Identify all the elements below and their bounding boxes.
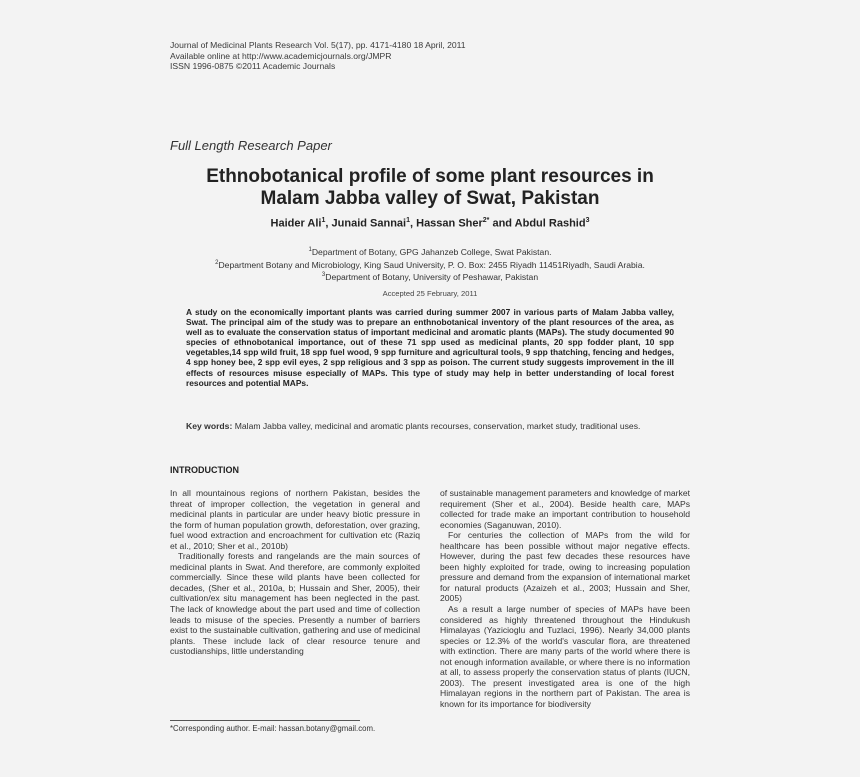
- body-column-right: [440, 488, 690, 709]
- paper-title-line-1: Ethnobotanical profile of some plant resources in: [206, 166, 654, 187]
- affiliation-text: Department of Botany, University of Peshawar, Pakistan: [325, 272, 539, 283]
- journal-citation: Journal of Medicinal Plants Research Vol. 5(17), pp. 4171-4180 18 April, 2011: [170, 40, 466, 50]
- body-paragraph: Traditionally forests and rangelands are the main sources of medicinal plants in Swat. And therefore, are commonly exploited commercially. Since these wild plants have been collected for decades, (Sher et al., 2010a, b; Hussain and Sher, 2005), their cultivation/ex situ management has been neglected in the past. The lack of knowledge about the part used and time of collection leads to misuse of the species. Presently a number of barriers exist to the sustainable cultivation, gathering and use of medicinal plants. These include lack of clear resource tenure and custodianships, little understanding: [170, 551, 420, 657]
- keywords-label: Key words:: [186, 421, 233, 431]
- journal-issn: ISSN 1996-0875 ©2011 Academic Journals: [170, 61, 336, 71]
- keywords-text: Malam Jabba valley, medicinal and aromatic plants recourses, conservation, market study, traditional uses.: [232, 421, 641, 431]
- paper-type: Full Length Research Paper: [170, 138, 332, 153]
- author-separator: ,: [410, 217, 417, 230]
- affiliation-mark: 1: [308, 247, 312, 253]
- paper-title: [150, 166, 710, 210]
- body-column-left: [170, 488, 420, 657]
- affiliation-mark: 2: [215, 259, 219, 266]
- author-affiliation-mark: 3: [585, 217, 590, 224]
- affiliation-list: [150, 245, 710, 283]
- introduction-heading: INTRODUCTION: [170, 465, 239, 475]
- affiliation: [150, 245, 710, 258]
- author-affiliation-mark: 2*: [482, 217, 490, 224]
- author-separator: ,: [325, 217, 332, 230]
- accepted-date: Accepted 25 February, 2011: [382, 289, 478, 298]
- author-name: Hassan Sher: [416, 217, 483, 230]
- footnote-divider: [170, 720, 360, 721]
- author-separator: and: [489, 217, 515, 230]
- abstract: A study on the economically important plants was carried during summer 2007 in various parts of Malam Jabba valley, Swat. The principal aim of the study was to prepare an enthnobotanical inventory of the plant resources of the area, as well as to evaluate the conservation status of important medicinal and aromatic plants (MAPs). The study documented 90 species of ethnobotanical importance, out of these 71 spp used as medicinal plants, 20 spp fodder plant, 10 spp vegetables,14 spp wild fruit, 18 spp fuel wood, 9 spp furniture and agricultural tools, 9 spp thatching, fencing and hedges, 4 spp honey bee, 2 spp evil eyes, 2 spp religious and 3 spp as poison. The current study suggests improvement in the ill effects of resources misuse especially of MAPs. This type of study may help in better understanding of local forest resources and potential MAPs.: [186, 307, 674, 388]
- affiliation: [150, 270, 710, 283]
- affiliation-text: Department of Botany, GPG Jahanzeb College, Swat Pakistan.: [311, 246, 552, 257]
- author-affiliation-mark: 1: [321, 217, 326, 224]
- body-paragraph: In all mountainous regions of northern Pakistan, besides the threat of improper collection, the vegetation in general and medicinal plants in particular are under heavy biotic pressure in the form of human population growth, deforestation, over grazing, fuel wood extraction and encroachment for cultivation etc (Raziq et al., 2010; Sher et al., 2010b): [170, 488, 420, 551]
- author-name: Haider Ali: [270, 217, 322, 230]
- journal-url: Available online at http://www.academicjournals.org/JMPR: [170, 50, 392, 61]
- paper-title-line-2: Malam Jabba valley of Swat, Pakistan: [260, 188, 600, 209]
- body-paragraph: As a result a large number of species of MAPs have been considered as highly threatened throughout the Hindukush Himalayas (Yazicioglu and Tuzlaci, 1996). Nearly 34,000 plants species or 12.3% of the world's vascular flora, are threatened with extinction. There are many parts of the world where there is not enough information available, or where there is no information at all, to assess properly the conservation status of plants (IUCN, 2003). The present investigated area is one of the high Himalayan regions in the northern part of Pakistan. The area is known for its importance for biodiversity: [440, 604, 690, 709]
- author-affiliation-mark: 1: [406, 217, 410, 224]
- author-name: Junaid Sannai: [331, 217, 407, 230]
- affiliation-text: Department Botany and Microbiology, King Saud University, P. O. Box: 2455 Riyadh 11451Riyadh, Saudi Arabia.: [218, 259, 645, 270]
- body-paragraph: For centuries the collection of MAPs from the wild for healthcare has been possible without major negative effects. However, during the past few decades these resources have been highly exploited for trade, owing to increasing population pressure and demand from the expansion of international market for natural products (Azaizeh et al., 2003; Hussain and Sher, 2005): [440, 530, 690, 604]
- journal-header: [170, 40, 466, 72]
- corresponding-author-footnote: *Corresponding author. E-mail: hassan.botany@gmail.com.: [170, 724, 376, 733]
- author-name: Abdul Rashid: [514, 217, 586, 230]
- author-list: [150, 217, 710, 230]
- body-paragraph: of sustainable management parameters and knowledge of market requirement (Sher et al., 2004). Beside health care, MAPs collected for trade make an important contribution to household economies (Saganuwan, 2010).: [440, 488, 690, 530]
- affiliation: [150, 258, 710, 271]
- keywords: [186, 421, 674, 432]
- affiliation-mark: 3: [321, 272, 326, 279]
